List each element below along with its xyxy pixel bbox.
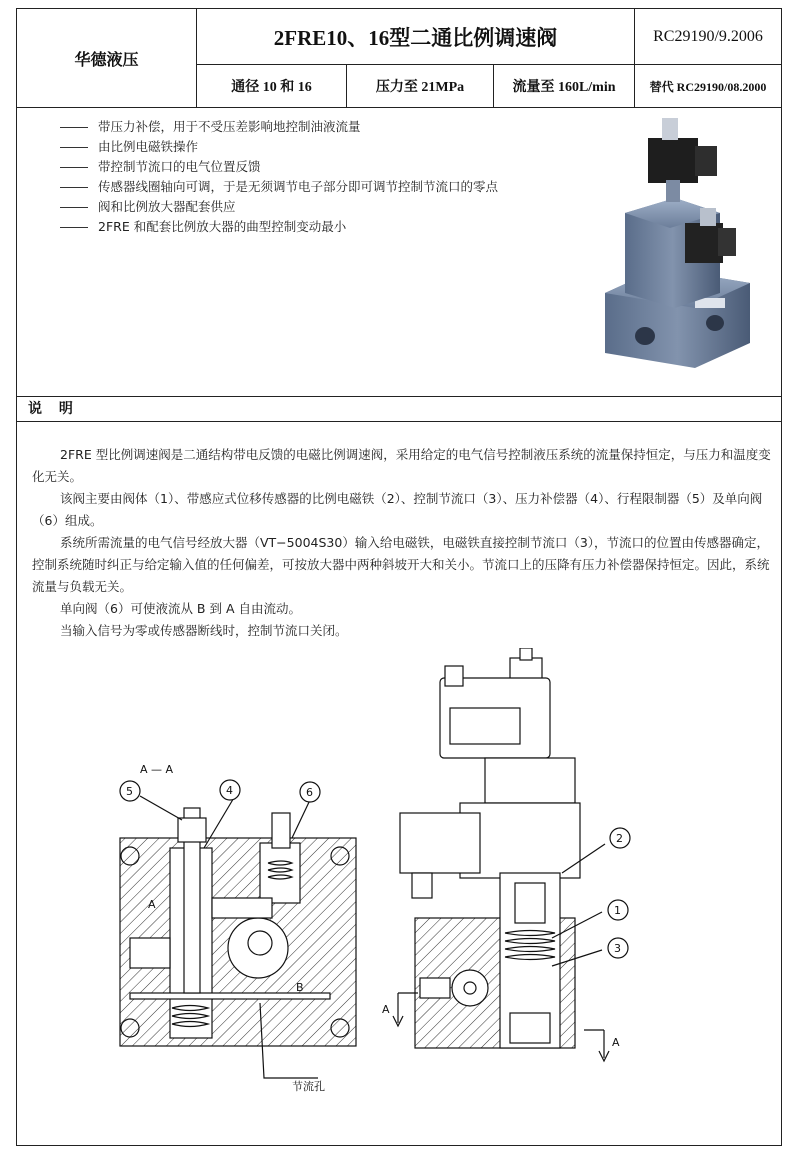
- dash-icon: [60, 227, 88, 228]
- feature-item: 阀和比例放大器配套供应: [60, 197, 600, 217]
- max-pressure: 压力至 21MPa: [347, 65, 494, 107]
- callout-2: 2: [616, 832, 623, 845]
- feature-item: 2FRE 和配套比例放大器的曲型控制变动最小: [60, 217, 600, 237]
- replaces-document: 替代 RC29190/08.2000: [649, 79, 767, 94]
- section-divider-top: [16, 396, 782, 397]
- port-b-label: B: [296, 981, 304, 994]
- feature-list: [60, 117, 600, 237]
- description-paragraph: 系统所需流量的电气信号经放大器（VT−5004S30）输入给电磁铁，电磁铁直接控制节流口（3），节流口的位置由传感器确定，控制系统随时纠正与给定输入值的任何偏差，可按放大器中两种斜坡开大和关小。节流口上的压降有压力补偿器保持恒定。因此，系统流量与负载无关。: [32, 535, 770, 594]
- product-photo: [600, 118, 770, 373]
- section-title: 说 明: [28, 401, 79, 417]
- dash-icon: [60, 127, 88, 128]
- orifice-label: 节流孔: [292, 1080, 325, 1093]
- header-table: [16, 8, 782, 108]
- section-divider-bottom: [16, 421, 782, 422]
- nominal-size: 通径 10 和 16: [197, 65, 347, 107]
- description-text: [32, 444, 772, 642]
- callout-5: 5: [126, 785, 133, 798]
- callout-1: 1: [614, 904, 621, 917]
- dash-icon: [60, 167, 88, 168]
- dash-icon: [60, 147, 88, 148]
- callout-6: 6: [306, 786, 313, 799]
- dash-icon: [60, 187, 88, 188]
- cross-section-drawing: [100, 648, 660, 1108]
- feature-item: 带控制节流口的电气位置反馈: [60, 157, 600, 177]
- description-paragraph: 2FRE 型比例调速阀是二通结构带电反馈的电磁比例调速阀，采用给定的电气信号控制液压系统的流量保持恒定，与压力和温度变化无关。: [32, 447, 771, 484]
- max-flow: 流量至 160L/min: [494, 65, 635, 107]
- description-paragraph: 单向阀（6）可使液流从 B 到 A 自由流动。: [60, 601, 301, 616]
- port-a-label-right-2: A: [612, 1036, 620, 1049]
- feature-item: 传感器线圈轴向可调，于是无须调节电子部分即可调节控制节流口的零点: [60, 177, 600, 197]
- callout-3: 3: [614, 942, 621, 955]
- feature-item: 由比例电磁铁操作: [60, 137, 600, 157]
- description-paragraph: 当输入信号为零或传感器断线时，控制节流口关闭。: [60, 623, 348, 638]
- dash-icon: [60, 207, 88, 208]
- port-a-label-left: A: [148, 898, 156, 911]
- feature-item: 带压力补偿，用于不受压差影响地控制油液流量: [60, 117, 600, 137]
- product-title: 2FRE10、16型二通比例调速阀: [197, 9, 635, 65]
- description-paragraph: 该阀主要由阀体（1）、带感应式位移传感器的比例电磁铁（2）、控制节流口（3）、压力补偿器（4）、行程限制器（5）及单向阀（6）组成。: [32, 491, 763, 528]
- section-view-label: A — A: [140, 763, 174, 776]
- port-a-label-right: A: [382, 1003, 390, 1016]
- document-number: RC29190/9.2006: [635, 9, 781, 65]
- callout-4: 4: [226, 784, 233, 797]
- company-name: 华德液压: [17, 9, 197, 107]
